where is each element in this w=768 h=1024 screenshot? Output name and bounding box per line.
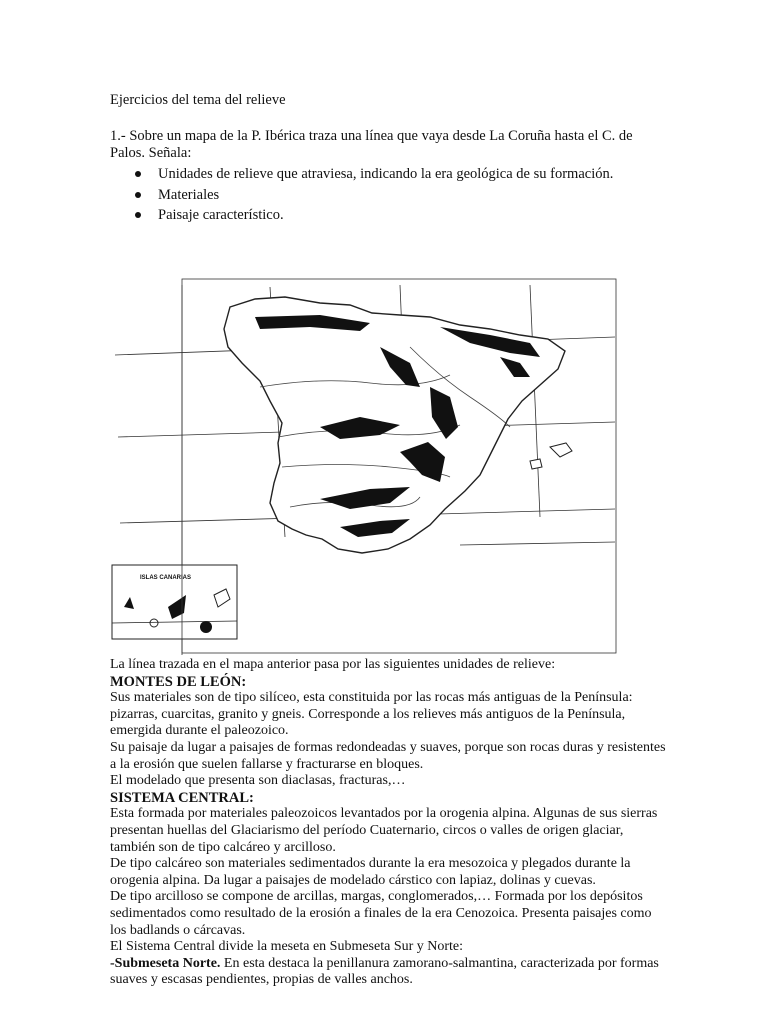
montes-paragraph-3: El modelado que presenta son diaclasas, fracturas,… (110, 773, 406, 789)
map-graphic (110, 277, 620, 655)
body-text (110, 657, 670, 989)
submeseta-text: En esta destaca la penillanura zamorano-salmantina, caracterizada por formas suaves y escasas pendientes, propias de valles anchos. (110, 955, 659, 988)
canarias-inset (112, 565, 237, 639)
iberian-relief-map (110, 277, 620, 655)
submeseta-paragraph (110, 956, 670, 989)
montes-paragraph-1: Sus materiales son de tipo silíceo, esta constituida por las rocas más antiguas de la Península: pizarras, cuarcitas, granito y gneis. Corresponde a los relieves más antiguos de la Península, emergida durante el paleozoico. (110, 690, 633, 739)
balearic-islands (530, 443, 572, 469)
central-heading: SISTEMA CENTRAL: (110, 789, 254, 806)
montes-heading: MONTES DE LEÓN: (110, 673, 247, 690)
montes-paragraph-2: Su paisaje da lugar a paisajes de formas redondeadas y suaves, porque son rocas duras y resistentes a la erosión que suelen fallarse y fracturarse en bloques. (110, 739, 666, 772)
central-paragraph-4: El Sistema Central divide la meseta en Submeseta Sur y Norte: (110, 939, 464, 955)
central-paragraph-3: De tipo arcilloso se compone de arcillas, margas, conglomerados,… Formada por los depósitos sedimentados como resultado de la erosión a finales de la era Cenozoica. Presenta paisajes como los badlands o cárcavas. (110, 889, 652, 938)
document-title: Ejercicios del tema del relieve (110, 92, 286, 108)
bullet-item: Materiales (110, 185, 613, 206)
exercise-question: 1.- Sobre un mapa de la P. Ibérica traza una línea que vaya desde La Coruña hasta el C. de Palos. Señala: (110, 128, 633, 161)
inset-label: ISLAS CANARIAS (140, 575, 192, 581)
bullet-item: Unidades de relieve que atraviesa, indicando la era geológica de su formación. (110, 164, 613, 185)
bullet-item: Paisaje característico. (110, 205, 613, 226)
bullet-list (110, 164, 613, 226)
submeseta-label: -Submeseta Norte. (110, 955, 221, 971)
central-paragraph-1: Esta formada por materiales paleozoicos levantados por la orogenia alpina. Algunas de sus sierras presentan huellas del Glaciarismo del período Cuaternario, circos o valles de origen glaciar, también son de tipo calcáreo y arcilloso. (110, 806, 658, 855)
central-paragraph-2: De tipo calcáreo son materiales sedimentados durante la era mesozoica y plegados durante la orogenia alpina. Da lugar a paisajes de modelado cárstico con lapiaz, dolinas y cuevas. (110, 856, 631, 888)
intro-paragraph: La línea trazada en el mapa anterior pasa por las siguientes unidades de relieve: (110, 657, 556, 672)
